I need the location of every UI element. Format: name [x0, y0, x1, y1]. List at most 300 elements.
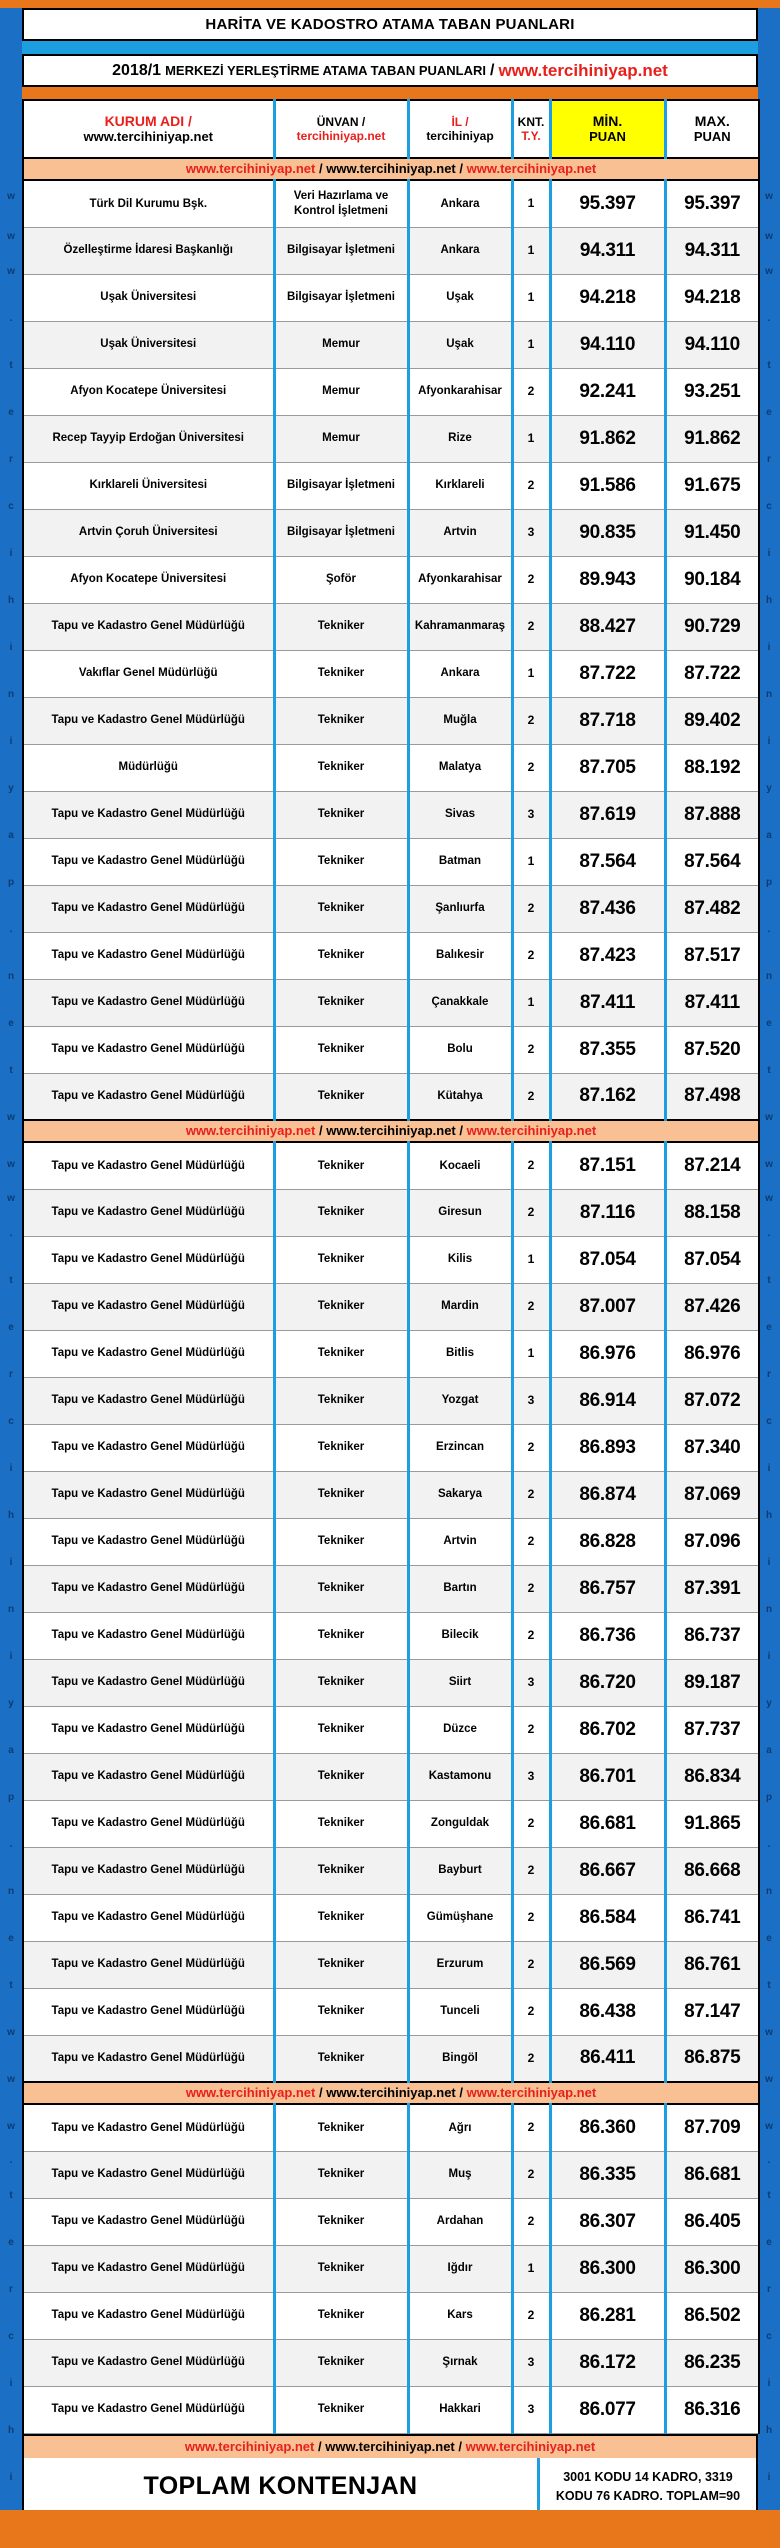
table-row[interactable]: [23, 744, 759, 791]
page-title: HARİTA VE KADOSTRO ATAMA TABAN PUANLARI: [205, 16, 575, 33]
cell-il: Zonguldak: [408, 1800, 512, 1847]
table-row[interactable]: [23, 462, 759, 509]
rail-letter: t: [9, 1979, 13, 1991]
cell-min-puan: 86.681: [550, 1800, 665, 1847]
cell-unvan: Tekniker: [274, 2151, 408, 2198]
cell-unvan: Tekniker: [274, 744, 408, 791]
table-row[interactable]: [23, 1659, 759, 1706]
cell-kurum: Uşak Üniversitesi: [23, 321, 274, 368]
table-row[interactable]: [23, 368, 759, 415]
cell-kurum: Tapu ve Kadastro Genel Müdürlüğü: [23, 2151, 274, 2198]
table-row[interactable]: [23, 2339, 759, 2386]
column-header-4-line2: PUAN: [589, 128, 626, 144]
rail-letter: e: [766, 1321, 772, 1333]
cell-il: Hakkari: [408, 2386, 512, 2433]
cell-kurum: Tapu ve Kadastro Genel Müdürlüğü: [23, 1753, 274, 1800]
rail-letter: .: [767, 923, 771, 935]
cell-min-puan: 88.427: [550, 603, 665, 650]
cell-unvan: Tekniker: [274, 603, 408, 650]
rail-letter: c: [8, 1415, 14, 1427]
rail-letter: .: [767, 1838, 771, 1850]
cell-unvan: Tekniker: [274, 1142, 408, 1189]
table-row[interactable]: [23, 1471, 759, 1518]
promo-sep-1: /: [315, 1123, 327, 1138]
table-row[interactable]: [23, 2151, 759, 2198]
cell-max-puan: 87.426: [665, 1283, 759, 1330]
cell-kurum: Tapu ve Kadastro Genel Müdürlüğü: [23, 1706, 274, 1753]
table-row[interactable]: [23, 2104, 759, 2151]
cell-min-puan: 95.397: [550, 180, 665, 227]
cell-il: Kırklareli: [408, 462, 512, 509]
rail-letter: w: [765, 231, 773, 242]
rail-letter: t: [767, 359, 771, 371]
promo-part-1[interactable]: www.tercihiniyap.net: [184, 2439, 315, 2454]
table-row[interactable]: [23, 1894, 759, 1941]
table-row[interactable]: [23, 1142, 759, 1189]
rail-letter: c: [766, 500, 772, 512]
cell-kontenjan: 2: [512, 1026, 550, 1073]
promo-sep-2: /: [455, 1123, 467, 1138]
rail-letter: i: [767, 1462, 771, 1474]
cell-il: Rize: [408, 415, 512, 462]
left-watermark-rail: [0, 8, 22, 2510]
cell-kurum: Tapu ve Kadastro Genel Müdürlüğü: [23, 1988, 274, 2035]
table-row[interactable]: [23, 1330, 759, 1377]
cell-il: Siirt: [408, 1659, 512, 1706]
cell-kontenjan: 1: [512, 274, 550, 321]
cell-max-puan: 87.391: [665, 1565, 759, 1612]
rail-letter: w: [7, 1111, 15, 1123]
table-row[interactable]: [23, 2292, 759, 2339]
cell-il: Malatya: [408, 744, 512, 791]
cell-max-puan: 87.722: [665, 650, 759, 697]
cell-il: Kahramanmaraş: [408, 603, 512, 650]
cell-il: Bayburt: [408, 1847, 512, 1894]
cell-max-puan: 86.316: [665, 2386, 759, 2433]
rail-letter: n: [7, 1603, 15, 1615]
cell-unvan: Tekniker: [274, 2339, 408, 2386]
cell-unvan: Memur: [274, 368, 408, 415]
table-row[interactable]: [23, 838, 759, 885]
cell-max-puan: 94.311: [665, 227, 759, 274]
rail-letter: a: [766, 1744, 772, 1756]
rail-letter: w: [7, 2026, 15, 2038]
rail-letter: c: [766, 1415, 772, 1427]
cell-il: Afyonkarahisar: [408, 368, 512, 415]
cell-max-puan: 86.300: [665, 2245, 759, 2292]
promo-part-2[interactable]: www.tercihiniyap.net: [326, 161, 456, 176]
cell-max-puan: 86.235: [665, 2339, 759, 2386]
cell-max-puan: 87.564: [665, 838, 759, 885]
cell-unvan: Tekniker: [274, 2035, 408, 2082]
rail-letter: e: [8, 1321, 14, 1333]
cell-kurum: Tapu ve Kadastro Genel Müdürlüğü: [23, 1941, 274, 1988]
table-row[interactable]: [23, 321, 759, 368]
cell-min-puan: 91.862: [550, 415, 665, 462]
table-row[interactable]: [23, 2035, 759, 2082]
table-row[interactable]: [23, 415, 759, 462]
promo-text: [186, 1123, 596, 1138]
column-header-2-line1: İL /: [451, 114, 469, 129]
table-row[interactable]: [23, 1377, 759, 1424]
cell-max-puan: 87.737: [665, 1706, 759, 1753]
column-header-3: [512, 100, 550, 158]
promo-sep-1: /: [314, 2439, 326, 2454]
cell-kontenjan: 2: [512, 2035, 550, 2082]
table-row[interactable]: [23, 979, 759, 1026]
cell-kontenjan: 3: [512, 509, 550, 556]
table-row[interactable]: [23, 2245, 759, 2292]
table-row[interactable]: [23, 1236, 759, 1283]
table-row[interactable]: [23, 932, 759, 979]
cell-kurum: Tapu ve Kadastro Genel Müdürlüğü: [23, 2245, 274, 2292]
cell-unvan: Tekniker: [274, 1026, 408, 1073]
rail-letter: n: [7, 1885, 15, 1897]
cell-max-puan: 87.498: [665, 1073, 759, 1120]
rail-letter: e: [766, 1017, 772, 1029]
cell-kontenjan: 2: [512, 1800, 550, 1847]
promo-sep-2: /: [455, 2085, 467, 2100]
cell-kontenjan: 2: [512, 2292, 550, 2339]
rail-letter: a: [8, 1744, 14, 1756]
total-quota-row: [22, 2458, 758, 2518]
cell-max-puan: 94.218: [665, 274, 759, 321]
table-row[interactable]: [23, 1189, 759, 1236]
table-row[interactable]: [23, 1847, 759, 1894]
cell-kontenjan: 2: [512, 368, 550, 415]
rail-letter: i: [9, 547, 13, 559]
rail-letter: i: [9, 1650, 13, 1662]
cell-kurum: Vakıflar Genel Müdürlüğü: [23, 650, 274, 697]
rail-letter: w: [765, 191, 773, 202]
cell-min-puan: 86.828: [550, 1518, 665, 1565]
promo-part-3[interactable]: www.tercihiniyap.net: [466, 161, 597, 176]
cell-kurum: Tapu ve Kadastro Genel Müdürlüğü: [23, 1073, 274, 1120]
cell-min-puan: 87.411: [550, 979, 665, 1026]
table-row[interactable]: [23, 1612, 759, 1659]
cell-il: Ankara: [408, 650, 512, 697]
cell-kurum: Tapu ve Kadastro Genel Müdürlüğü: [23, 885, 274, 932]
cell-il: Sakarya: [408, 1471, 512, 1518]
cell-unvan: Tekniker: [274, 1894, 408, 1941]
cell-il: Artvin: [408, 1518, 512, 1565]
cell-unvan: Tekniker: [274, 1283, 408, 1330]
rail-letter: .: [9, 312, 13, 324]
footer-promo-band: [22, 2434, 758, 2458]
cell-max-puan: 89.187: [665, 1659, 759, 1706]
promo-text: [186, 161, 596, 176]
cell-kurum: Tapu ve Kadastro Genel Müdürlüğü: [23, 1142, 274, 1189]
rail-letter: e: [8, 2236, 14, 2248]
cell-il: Bingöl: [408, 2035, 512, 2082]
rail-letter: h: [7, 594, 15, 606]
cell-min-puan: 86.736: [550, 1612, 665, 1659]
table-row[interactable]: [23, 650, 759, 697]
footer-promo-text: [185, 2439, 595, 2454]
promo-part-1[interactable]: www.tercihiniyap.net: [185, 2085, 316, 2100]
cell-unvan: Tekniker: [274, 1753, 408, 1800]
cell-kurum: Tapu ve Kadastro Genel Müdürlüğü: [23, 2386, 274, 2433]
table-row[interactable]: [23, 509, 759, 556]
cell-il: Kocaeli: [408, 1142, 512, 1189]
cell-kontenjan: 2: [512, 1894, 550, 1941]
total-quota-label-cell: [24, 2458, 540, 2516]
table-row[interactable]: [23, 227, 759, 274]
cell-kontenjan: 1: [512, 650, 550, 697]
cell-max-puan: 93.251: [665, 368, 759, 415]
column-header-0-line1: KURUM ADI /: [104, 113, 192, 130]
cell-kurum: Tapu ve Kadastro Genel Müdürlüğü: [23, 1847, 274, 1894]
cell-kurum: Tapu ve Kadastro Genel Müdürlüğü: [23, 1283, 274, 1330]
cell-unvan: Tekniker: [274, 1800, 408, 1847]
cell-min-puan: 87.355: [550, 1026, 665, 1073]
cell-kontenjan: 3: [512, 1377, 550, 1424]
rail-letter: w: [765, 1158, 773, 1170]
cell-kurum: Tapu ve Kadastro Genel Müdürlüğü: [23, 1659, 274, 1706]
cell-max-puan: 86.681: [665, 2151, 759, 2198]
cell-max-puan: 86.737: [665, 1612, 759, 1659]
column-header-3-line1: KNT.: [517, 114, 545, 129]
rail-letter: i: [767, 547, 771, 559]
cell-min-puan: 87.116: [550, 1189, 665, 1236]
cell-kontenjan: 2: [512, 744, 550, 791]
cell-kontenjan: 2: [512, 2104, 550, 2151]
cell-min-puan: 86.172: [550, 2339, 665, 2386]
rail-letter: p: [765, 1791, 773, 1803]
rail-letter: .: [9, 1227, 13, 1239]
table-row[interactable]: [23, 2198, 759, 2245]
rail-letter: .: [9, 923, 13, 935]
rail-letter: h: [765, 1509, 773, 1521]
cell-kurum: Tapu ve Kadastro Genel Müdürlüğü: [23, 2104, 274, 2151]
cell-unvan: Bilgisayar İşletmeni: [274, 227, 408, 274]
column-header-2-line2: tercihiniyap: [426, 129, 494, 143]
cell-unvan: Tekniker: [274, 1612, 408, 1659]
rail-letter: n: [765, 970, 773, 982]
cell-il: Şanlıurfa: [408, 885, 512, 932]
table-row[interactable]: [23, 556, 759, 603]
table-row[interactable]: [23, 1518, 759, 1565]
rail-letter: e: [8, 1017, 14, 1029]
promo-part-2[interactable]: www.tercihiniyap.net: [326, 2085, 456, 2100]
cell-min-puan: 94.110: [550, 321, 665, 368]
promo-part-2[interactable]: www.tercihiniyap.net: [326, 1123, 456, 1138]
table-row[interactable]: [23, 1283, 759, 1330]
total-quota-label: TOPLAM KONTENJAN: [143, 2472, 418, 2500]
promo-part-1[interactable]: www.tercihiniyap.net: [185, 1123, 316, 1138]
table-row[interactable]: [23, 603, 759, 650]
cell-kontenjan: 2: [512, 1988, 550, 2035]
cell-il: Uşak: [408, 274, 512, 321]
cell-kontenjan: 2: [512, 1189, 550, 1236]
cell-kurum: Tapu ve Kadastro Genel Müdürlüğü: [23, 1471, 274, 1518]
cell-il: Afyonkarahisar: [408, 556, 512, 603]
cell-kontenjan: 2: [512, 1941, 550, 1988]
cell-unvan: Tekniker: [274, 1236, 408, 1283]
cell-min-puan: 86.335: [550, 2151, 665, 2198]
rail-letter: w: [765, 1193, 773, 1204]
cell-kontenjan: 2: [512, 1565, 550, 1612]
cell-il: Muğla: [408, 697, 512, 744]
rail-letter: h: [765, 594, 773, 606]
rail-letter: i: [767, 1650, 771, 1662]
cell-unvan: Tekniker: [274, 2104, 408, 2151]
cell-unvan: Bilgisayar İşletmeni: [274, 462, 408, 509]
cell-il: Bartın: [408, 1565, 512, 1612]
cell-unvan: Tekniker: [274, 1189, 408, 1236]
rail-letter: .: [9, 2155, 13, 2166]
promo-part-2[interactable]: www.tercihiniyap.net: [325, 2439, 455, 2454]
cell-min-puan: 90.835: [550, 509, 665, 556]
rail-letter: i: [767, 1556, 771, 1568]
cell-il: Ankara: [408, 227, 512, 274]
cell-kurum: Afyon Kocatepe Üniversitesi: [23, 556, 274, 603]
cell-kurum: Uşak Üniversitesi: [23, 274, 274, 321]
promo-part-1[interactable]: www.tercihiniyap.net: [185, 161, 316, 176]
table-row[interactable]: [23, 1565, 759, 1612]
cell-kurum: Tapu ve Kadastro Genel Müdürlüğü: [23, 1377, 274, 1424]
column-header-5: [665, 100, 759, 158]
table-row[interactable]: [23, 1706, 759, 1753]
cell-unvan: Tekniker: [274, 1471, 408, 1518]
table-row[interactable]: [23, 791, 759, 838]
cell-min-puan: 86.584: [550, 1894, 665, 1941]
cell-kontenjan: 2: [512, 932, 550, 979]
cell-max-puan: 88.158: [665, 1189, 759, 1236]
subtitle-box: [22, 54, 758, 87]
cell-kurum: Tapu ve Kadastro Genel Müdürlüğü: [23, 979, 274, 1026]
table-row[interactable]: [23, 2386, 759, 2433]
cell-max-puan: 91.675: [665, 462, 759, 509]
cell-kurum: Tapu ve Kadastro Genel Müdürlüğü: [23, 2035, 274, 2082]
cell-min-puan: 86.976: [550, 1330, 665, 1377]
cell-min-puan: 86.307: [550, 2198, 665, 2245]
cell-max-puan: 95.397: [665, 180, 759, 227]
table-row[interactable]: [23, 1988, 759, 2035]
rail-letter: t: [767, 2189, 771, 2201]
cell-max-puan: 90.729: [665, 603, 759, 650]
rail-letter: i: [767, 2471, 771, 2483]
cell-unvan: Tekniker: [274, 838, 408, 885]
table-row[interactable]: [23, 697, 759, 744]
promo-part-3[interactable]: www.tercihiniyap.net: [466, 2085, 597, 2100]
rail-letter: i: [9, 1462, 13, 1474]
rail-letter: .: [767, 1227, 771, 1239]
promo-part-3[interactable]: www.tercihiniyap.net: [465, 2439, 596, 2454]
cell-il: Gümüşhane: [408, 1894, 512, 1941]
cell-il: Kastamonu: [408, 1753, 512, 1800]
cell-kontenjan: 2: [512, 1142, 550, 1189]
cell-max-puan: 91.450: [665, 509, 759, 556]
cell-kurum: Tapu ve Kadastro Genel Müdürlüğü: [23, 2292, 274, 2339]
cell-unvan: Tekniker: [274, 932, 408, 979]
cell-kontenjan: 3: [512, 1753, 550, 1800]
rail-letter: w: [7, 231, 15, 242]
column-header-4-line1: MİN.: [592, 113, 623, 130]
rail-letter: n: [765, 1603, 773, 1615]
table-row[interactable]: [23, 1941, 759, 1988]
cell-kurum: Tapu ve Kadastro Genel Müdürlüğü: [23, 697, 274, 744]
cell-il: Ankara: [408, 180, 512, 227]
cell-kontenjan: 2: [512, 556, 550, 603]
cell-unvan: Tekniker: [274, 697, 408, 744]
cell-max-puan: 87.340: [665, 1424, 759, 1471]
table-row[interactable]: [23, 1424, 759, 1471]
cell-il: Giresun: [408, 1189, 512, 1236]
rail-letter: a: [766, 829, 772, 841]
cell-unvan: Tekniker: [274, 1565, 408, 1612]
cell-unvan: Tekniker: [274, 2292, 408, 2339]
rail-letter: w: [7, 2120, 15, 2132]
cell-il: Kilis: [408, 1236, 512, 1283]
cell-unvan: Tekniker: [274, 1706, 408, 1753]
cell-unvan: Veri Hazırlama ve Kontrol İşletmeni: [274, 180, 408, 227]
cell-max-puan: 87.520: [665, 1026, 759, 1073]
cell-il: Artvin: [408, 509, 512, 556]
rail-letter: c: [766, 2330, 772, 2342]
cell-il: Sivas: [408, 791, 512, 838]
rail-letter: h: [765, 2424, 773, 2436]
table-row[interactable]: [23, 1753, 759, 1800]
rail-letter: i: [9, 2377, 13, 2389]
cell-kurum: Artvin Çoruh Üniversitesi: [23, 509, 274, 556]
promo-part-3[interactable]: www.tercihiniyap.net: [466, 1123, 597, 1138]
cell-il: Düzce: [408, 1706, 512, 1753]
cell-min-puan: 86.569: [550, 1941, 665, 1988]
cell-kontenjan: 2: [512, 603, 550, 650]
table-row[interactable]: [23, 274, 759, 321]
cell-kontenjan: 1: [512, 227, 550, 274]
cell-min-puan: 86.702: [550, 1706, 665, 1753]
promo-sep-1: /: [315, 2085, 327, 2100]
rail-letter: .: [9, 1838, 13, 1850]
cell-min-puan: 91.586: [550, 462, 665, 509]
rail-letter: w: [765, 265, 773, 277]
cell-min-puan: 86.757: [550, 1565, 665, 1612]
table-row[interactable]: [23, 180, 759, 227]
cell-max-puan: 86.976: [665, 1330, 759, 1377]
rail-letter: w: [7, 2073, 15, 2085]
rail-letter: t: [9, 2189, 13, 2201]
cell-min-puan: 89.943: [550, 556, 665, 603]
rail-letter: w: [7, 1193, 15, 1204]
column-header-1-line1: ÜNVAN /: [316, 114, 366, 129]
table-row[interactable]: [23, 885, 759, 932]
cell-kontenjan: 2: [512, 1283, 550, 1330]
table-row[interactable]: [23, 1800, 759, 1847]
cell-max-puan: 86.741: [665, 1894, 759, 1941]
rail-letter: c: [8, 2330, 14, 2342]
cell-min-puan: 87.619: [550, 791, 665, 838]
rail-letter: i: [9, 735, 13, 747]
cell-kurum: Tapu ve Kadastro Genel Müdürlüğü: [23, 1330, 274, 1377]
cell-kontenjan: 3: [512, 2339, 550, 2386]
cell-max-puan: 91.865: [665, 1800, 759, 1847]
table-row[interactable]: [23, 1073, 759, 1120]
rail-letter: t: [9, 1064, 13, 1076]
cell-max-puan: 87.214: [665, 1142, 759, 1189]
main-title-box: [22, 8, 758, 41]
cell-kontenjan: 3: [512, 2386, 550, 2433]
subtitle-website[interactable]: www.tercihiniyap.net: [498, 60, 668, 80]
table-row[interactable]: [23, 1026, 759, 1073]
cell-kurum: Tapu ve Kadastro Genel Müdürlüğü: [23, 1800, 274, 1847]
cell-kurum: Tapu ve Kadastro Genel Müdürlüğü: [23, 1189, 274, 1236]
promo-band-cell: [23, 158, 759, 180]
rail-letter: w: [765, 2073, 773, 2085]
total-quota-detail-cell: [540, 2458, 756, 2516]
rail-letter: y: [8, 1697, 14, 1709]
